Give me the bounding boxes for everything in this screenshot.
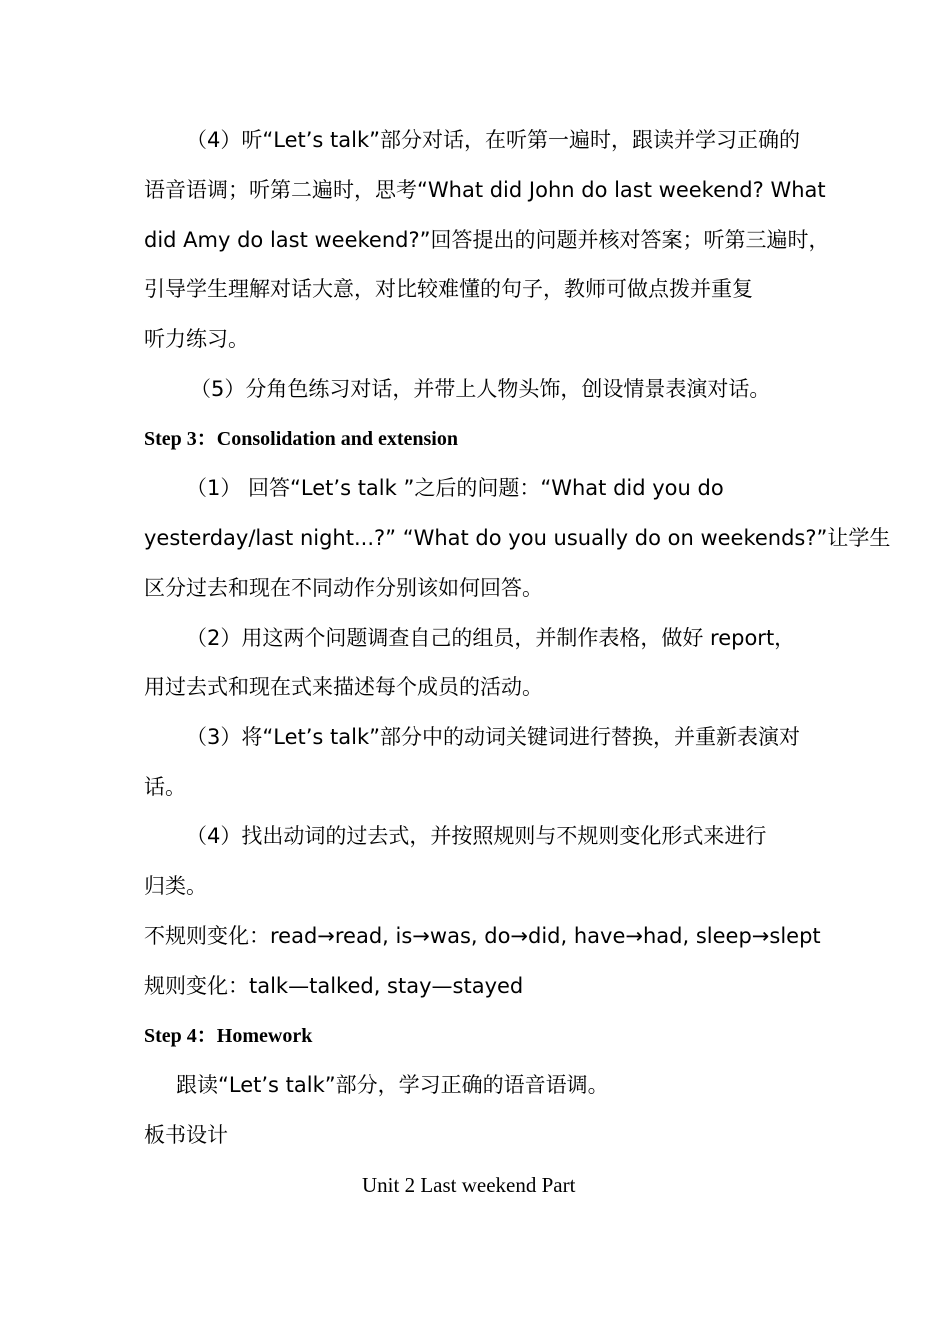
regular-verbs-line: 规则变化：talk—talked, stay—stayed [144, 974, 524, 998]
paragraph-line: 听力练习。 [144, 327, 249, 351]
irregular-verbs-line: 不规则变化：read→read, is→was, do→did, have→had, sleep→slept [144, 924, 821, 948]
paragraph-line: 跟读“Let’s talk”部分，学习正确的语音语调。 [176, 1073, 609, 1097]
paragraph-line: （4）找出动词的过去式，并按照规则与不规则变化形式来进行 [186, 824, 767, 848]
paragraph-line: （1） 回答“Let’s talk ”之后的问题：“What did you do [186, 476, 724, 500]
step-heading: Step 3：Consolidation and extension [144, 428, 458, 450]
step-heading: Step 4：Homework [144, 1025, 313, 1047]
paragraph-line: 语音语调；听第二遍时，思考“What did John do last weekend? What [144, 178, 826, 202]
paragraph-line: did Amy do last weekend?”回答提出的问题并核对答案；听第三遍时， [144, 228, 830, 252]
section-label: 板书设计 [144, 1123, 228, 1147]
paragraph-line: yesterday/last night...?” “What do you usually do on weekends?”让学生 [144, 526, 891, 550]
paragraph-line: （5）分角色练习对话，并带上人物头饰，创设情景表演对话。 [190, 377, 771, 401]
paragraph-line: 话。 [144, 775, 186, 799]
board-title: Unit 2 Last weekend Part [362, 1173, 576, 1197]
paragraph-line: 归类。 [144, 874, 207, 898]
paragraph-line: 引导学生理解对话大意，对比较难懂的句子，教师可做点拨并重复 [144, 277, 753, 301]
paragraph-line: 区分过去和现在不同动作分别该如何回答。 [144, 576, 543, 600]
paragraph-line: （2）用这两个问题调查自己的组员，并制作表格，做好 report， [186, 626, 796, 650]
paragraph-line: 用过去式和现在式来描述每个成员的活动。 [144, 675, 543, 699]
paragraph-line: （4）听“Let’s talk”部分对话，在听第一遍时，跟读并学习正确的 [186, 128, 800, 152]
paragraph-line: （3）将“Let’s talk”部分中的动词关键词进行替换，并重新表演对 [186, 725, 800, 749]
